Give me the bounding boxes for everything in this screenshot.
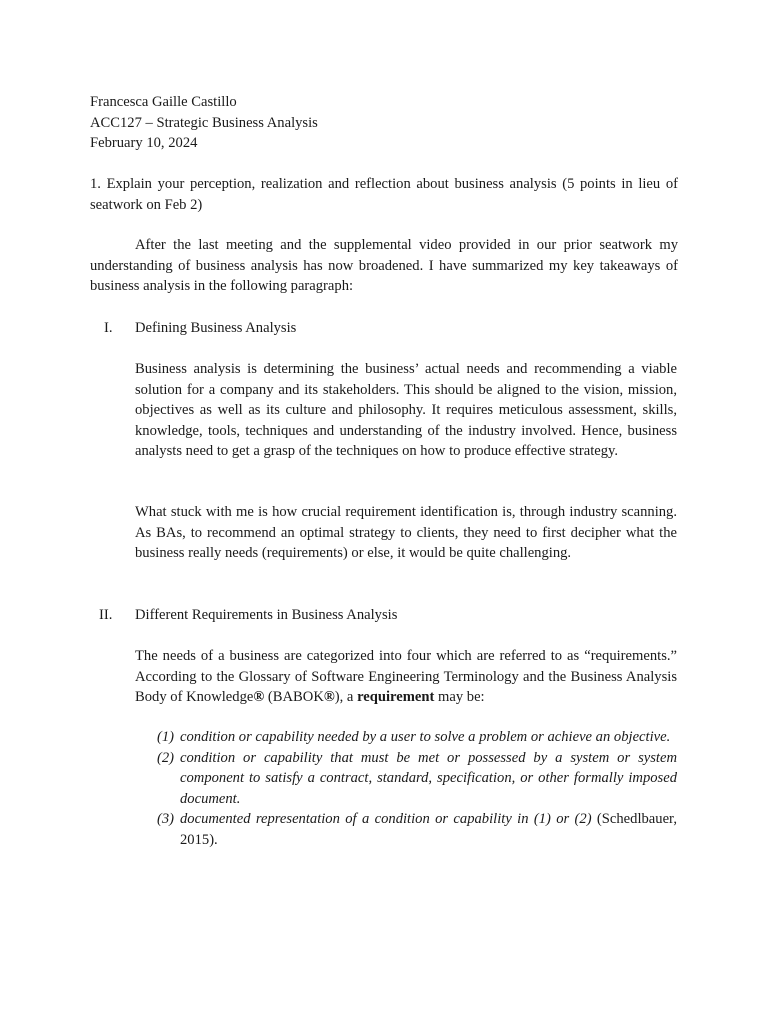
section-number: II. <box>99 607 113 623</box>
section-heading-defining <box>90 318 680 339</box>
citation: (Schedlbauer, 2015). <box>180 811 677 848</box>
course-title: ACC127 – Strategic Business Analysis <box>90 114 318 131</box>
section-title: Different Requirements in Business Analysis <box>135 607 398 623</box>
section-title: Defining Business Analysis <box>135 320 297 336</box>
list-marker: (3) <box>157 811 175 828</box>
document-date: February 10, 2024 <box>90 135 198 152</box>
requirement-term: requirement <box>357 689 435 706</box>
list-item-text: documented representation of a condition or capability in (1) or (2) <box>180 811 592 828</box>
document-header <box>90 92 680 154</box>
list-item <box>135 748 677 810</box>
section-paragraph-requirements <box>135 646 677 708</box>
list-item <box>135 809 677 850</box>
requirements-intro-text: The needs of a business are categorized into four which are referred to as “requirements.” According to the Glossary of Software Engineering Terminology and the Business Analysis Body of Knowledge <box>135 648 677 706</box>
question-prompt: 1. Explain your perception, realization and reflection about business analysis (5 points in lieu of seatwork on Feb 2) <box>90 176 678 213</box>
section-heading-requirements <box>90 605 680 626</box>
intro-paragraph: After the last meeting and the supplemental video provided in our prior seatwork my understanding of business analysis has now broadened. I have summarized my key takeaways of business analysis in the following paragraph: <box>90 237 678 295</box>
babok-open-text: (BABOK <box>264 689 324 706</box>
list-item-text: condition or capability needed by a user to solve a problem or achieve an objective. <box>180 729 671 745</box>
registered-mark: ® <box>253 689 265 706</box>
requirements-intro-tail: may be: <box>434 689 485 706</box>
registered-mark: ® <box>323 689 335 706</box>
section-number: I. <box>104 320 113 336</box>
author-name: Francesca Gaille Castillo <box>90 94 237 110</box>
list-item-text: condition or capability that must be met or possessed by a system or system component to satisfy a contract, standard, specification, or other formally imposed document. <box>180 749 677 807</box>
list-marker: (2) <box>157 749 175 766</box>
list-item <box>135 727 677 748</box>
requirements-list <box>135 727 677 851</box>
list-marker: (1) <box>157 729 175 745</box>
section-paragraph-definition: Business analysis is determining the business’ actual needs and recommending a viable solution for a company and its stakeholders. This should be aligned to the vision, mission, objectives as well as its culture and philosophy. It requires meticulous assessment, skills, knowledge, tools, techniques and understanding of the industry involved. Hence, business analysts need to get a grasp of the techniques on how to produce effective strategy. <box>135 361 677 460</box>
babok-close-text: ), a <box>334 689 358 706</box>
section-paragraph-reflection: What stuck with me is how crucial requirement identification is, through industry scanning. As BAs, to recommend an optimal strategy to clients, they need to first decipher what the business really needs (requirements) or else, it would be quite challenging. <box>135 504 677 562</box>
